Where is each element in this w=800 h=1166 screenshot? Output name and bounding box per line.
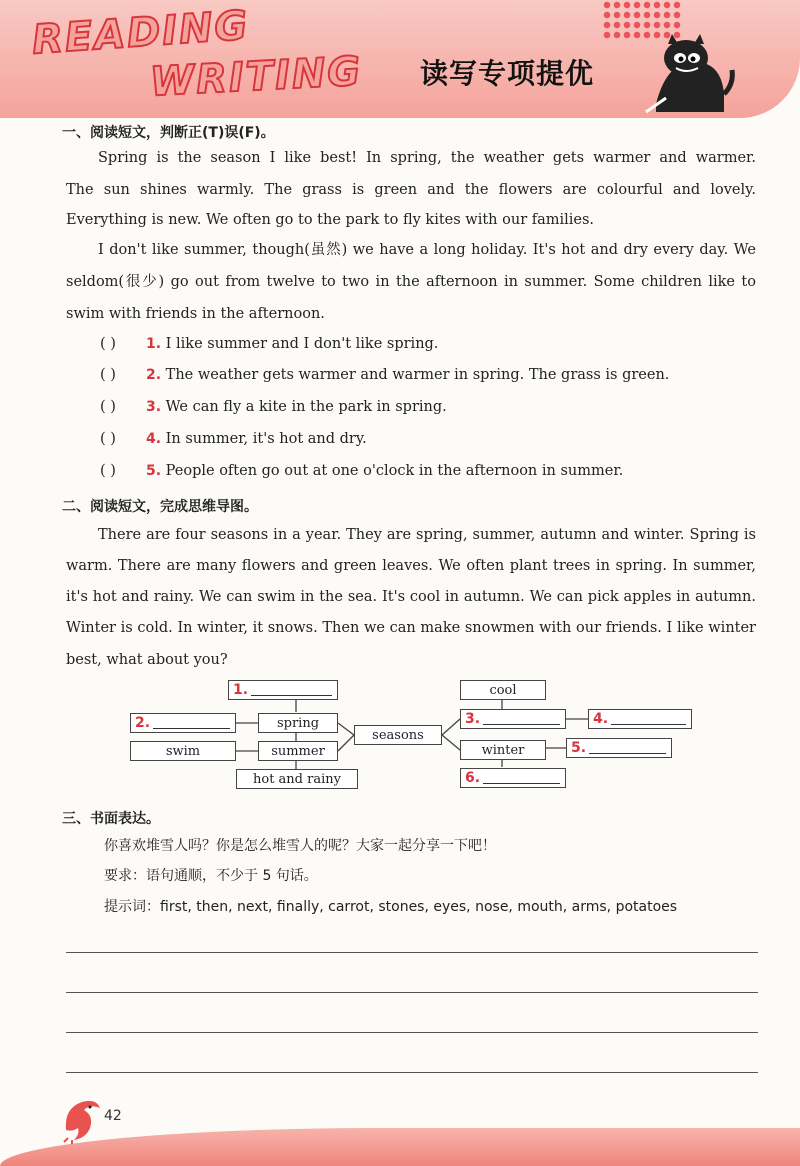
question-5: [100, 463, 623, 479]
page-header-banner: [0, 0, 800, 118]
mindmap-node-winter: winter: [460, 740, 546, 760]
question-number: 5.: [146, 463, 162, 479]
passage-1-line: Spring is the season I like best! In spring, the weather gets warmer and warmer.: [98, 150, 756, 166]
passage-2-line: There are four seasons in a year. They are spring, summer, autumn and winter. Spring is: [98, 527, 756, 543]
passage-1-line: I don't like summer, though(虽然) we have a long holiday. It's hot and dry every day. We: [98, 242, 756, 258]
passage-1-line: The sun shines warmly. The grass is green and the flowers are colourful and lovely.: [66, 182, 756, 198]
question-1: [100, 336, 438, 352]
question-number: 4.: [146, 431, 162, 447]
logo-reading: READING: [30, 2, 251, 64]
passage-1-line: seldom(很少) go out from twelve to two in the afternoon in summer. Some children like to: [66, 274, 756, 290]
blank-number: 3.: [465, 711, 481, 727]
blank-line: [483, 783, 560, 784]
dolphin-icon: [60, 1094, 104, 1144]
mindmap-node-spring: spring: [258, 713, 338, 733]
mindmap-blank-6[interactable]: [460, 768, 566, 788]
blank-number: 6.: [465, 770, 481, 786]
writing-line[interactable]: [66, 992, 758, 993]
passage-2-line: best, what about you?: [66, 652, 228, 668]
answer-blank[interactable]: ( ): [100, 336, 116, 352]
cat-mascot-icon: [636, 34, 736, 114]
question-text: I like summer and I don't like spring.: [165, 336, 439, 352]
logo-writing: WRITING: [148, 48, 364, 106]
writing-requirement: 要求：语句通顺，不少于 5 句话。: [104, 868, 318, 884]
blank-number: 1.: [233, 682, 249, 698]
page-footer-band: [0, 1128, 800, 1166]
answer-blank[interactable]: ( ): [100, 399, 116, 415]
blank-line: [483, 724, 560, 725]
page-number: 42: [104, 1108, 122, 1124]
passage-1-line: Everything is new. We often go to the park to fly kites with our families.: [66, 212, 595, 228]
mindmap-blank-4[interactable]: [588, 709, 692, 729]
writing-line[interactable]: [66, 1032, 758, 1033]
question-2: [100, 367, 669, 383]
section-3-title: 三、书面表达。: [62, 811, 160, 827]
mindmap-node-seasons: seasons: [354, 725, 442, 745]
mindmap-node-hot-and-rainy: hot and rainy: [236, 769, 358, 789]
blank-line: [153, 728, 230, 729]
mindmap-node-swim: swim: [130, 741, 236, 761]
passage-2-line: Winter is cold. In winter, it snows. Then we can make snowmen with our friends. I like winter: [66, 620, 756, 636]
question-number: 2.: [146, 367, 162, 383]
question-4: [100, 431, 367, 447]
blank-number: 2.: [135, 715, 151, 731]
mindmap-node-summer: summer: [258, 741, 338, 761]
blank-number: 5.: [571, 740, 587, 756]
blank-line: [251, 695, 332, 696]
question-3: [100, 399, 447, 415]
mindmap-blank-5[interactable]: [566, 738, 672, 758]
blank-line: [611, 724, 686, 725]
answer-blank[interactable]: ( ): [100, 463, 116, 479]
question-text: People often go out at one o'clock in the afternoon in summer.: [165, 463, 624, 479]
question-text: In summer, it's hot and dry.: [165, 431, 367, 447]
passage-2-line: warm. There are many flowers and green leaves. We often plant trees in spring. In summer,: [66, 558, 756, 574]
section-1-title: 一、阅读短文，判断正(T)误(F)。: [62, 125, 275, 141]
answer-blank[interactable]: ( ): [100, 367, 116, 383]
question-number: 1.: [146, 336, 162, 352]
mindmap-blank-2[interactable]: [130, 713, 236, 733]
section-2-title: 二、阅读短文，完成思维导图。: [62, 499, 258, 515]
writing-line[interactable]: [66, 952, 758, 953]
question-text: We can fly a kite in the park in spring.: [165, 399, 447, 415]
mindmap-blank-1[interactable]: [228, 680, 338, 700]
question-text: The weather gets warmer and warmer in spring. The grass is green.: [165, 367, 670, 383]
passage-1-line: swim with friends in the afternoon.: [66, 306, 325, 322]
blank-line: [589, 753, 666, 754]
writing-line[interactable]: [66, 1072, 758, 1073]
answer-blank[interactable]: ( ): [100, 431, 116, 447]
page-title: 读写专项提优: [420, 57, 595, 90]
writing-hints: 提示词：first, then, next, finally, carrot, stones, eyes, nose, mouth, arms, potatoes: [104, 899, 678, 915]
blank-number: 4.: [593, 711, 609, 727]
passage-2-line: it's hot and rainy. We can swim in the sea. It's cool in autumn. We can pick apples in autumn.: [66, 589, 756, 605]
mindmap-blank-3[interactable]: [460, 709, 566, 729]
writing-prompt: 你喜欢堆雪人吗？你是怎么堆雪人的呢？大家一起分享一下吧！: [104, 838, 496, 854]
question-number: 3.: [146, 399, 162, 415]
mindmap-node-cool: cool: [460, 680, 546, 700]
